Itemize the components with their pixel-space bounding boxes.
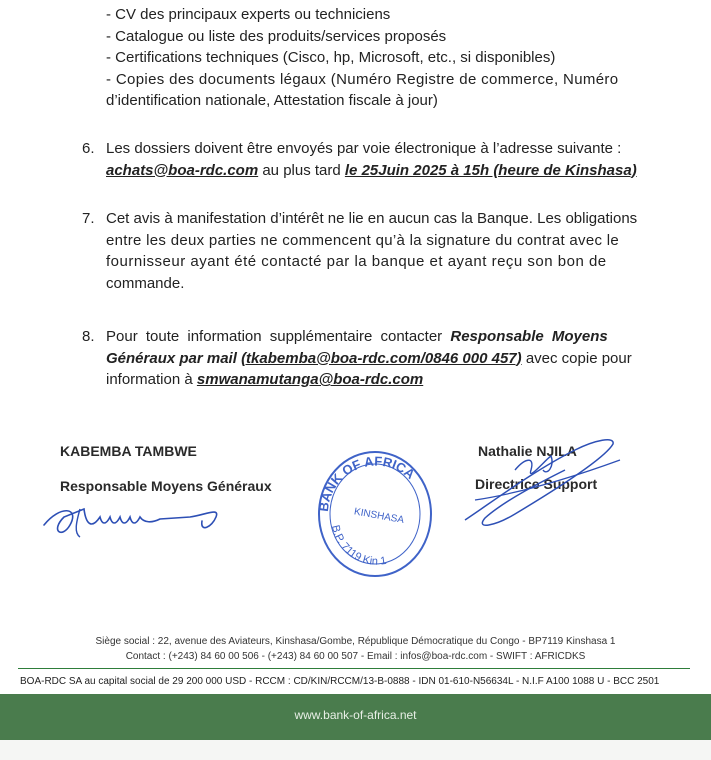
website-link[interactable]: www.bank-of-africa.net [294,708,417,722]
contact-email-phone[interactable]: (tkabemba@boa-rdc.com/0846 000 457) [241,349,522,367]
stamp-middle-text: KINSHASA [353,506,405,527]
page-bottom-margin [0,740,711,760]
item-7-number: 7. [82,210,95,227]
svg-text:BANK OF AFRICA [316,453,418,512]
bullet-legal-docs-cont: d’identification nationale, Attestation fiscale à jour) [106,92,438,109]
item-8-line3-pre: information à [106,371,197,388]
left-signature-image [40,495,240,545]
bullet-legal-docs: - Copies des documents légaux (Numéro Registre de commerce, Numéro [106,70,619,88]
stamp-bottom-text: B.P. 7119 Kin 1 [328,523,388,568]
footer-band [0,694,711,740]
bullet-certifications: - Certifications techniques (Cisco, hp, Microsoft, etc., si disponibles) [106,49,556,66]
footer-head-office: Siège social : 22, avenue des Aviateurs, Kinshasa/Gombe, République Démocratique du Congo - BP7119 Kinshasa 1 [95,636,616,647]
item-8-role-cont: Généraux par mail [106,349,242,367]
item-6-mid: au plus tard [258,161,345,179]
item-8-pre: Pour toute information supplémentaire contacter [106,328,451,345]
right-signatory-role: Directrice Support [475,476,598,492]
copy-email-link[interactable]: smwanamutanga@boa-rdc.com [196,371,424,388]
item-8-post: avec copie pour [521,349,632,367]
item-6-line1: Les dossiers doivent être envoyés par voie électronique à l’adresse suivante : [106,140,622,157]
item-8-role: Responsable Moyens [450,328,608,345]
deadline-text: le 25Juin 2025 à 15h (heure de Kinshasa) [344,161,637,179]
footer-contact: Contact : (+243) 84 60 00 506 - (+243) 84 60 00 507 - Email : infos@boa-rdc.com - SWIFT : AFRICDKS [125,651,586,662]
item-7-line: entre les deux parties ne commencent qu’à la signature du contrat avec le [106,231,620,249]
footer-divider [18,668,690,669]
item-7-line: Cet avis à manifestation d’intérêt ne lie en aucun cas la Banque. Les obligations [106,210,638,227]
bullet-cv: - CV des principaux experts ou techniciens [106,6,391,23]
stamp-top-text: BANK OF AFRICA [315,453,418,513]
bullet-catalogue: - Catalogue ou liste des produits/services proposés [106,27,447,45]
item-8-number: 8. [82,328,95,345]
item-7-line: fournisseur ayant été contacté par la banque et ayant reçu son bon de [106,253,607,270]
right-signature-image [455,430,635,540]
item-7-line: commande. [106,274,185,292]
left-signatory-name: KABEMBA TAMBWE [60,443,197,459]
left-signatory-role: Responsable Moyens Généraux [60,478,272,494]
item-6-number: 6. [82,140,95,157]
bank-stamp [310,440,440,585]
footer-registration: BOA-RDC SA au capital social de 29 200 000 USD - RCCM : CD/KIN/RCCM/13-B-0888 - IDN 01-610-N56634L - N.I.F A100 1088 U - BCC 2501 [20,676,660,687]
right-signatory-name: Nathalie NJILA [478,443,577,459]
purchase-email-link[interactable]: achats@boa-rdc.com [106,161,259,179]
required-documents-list [106,4,706,112]
